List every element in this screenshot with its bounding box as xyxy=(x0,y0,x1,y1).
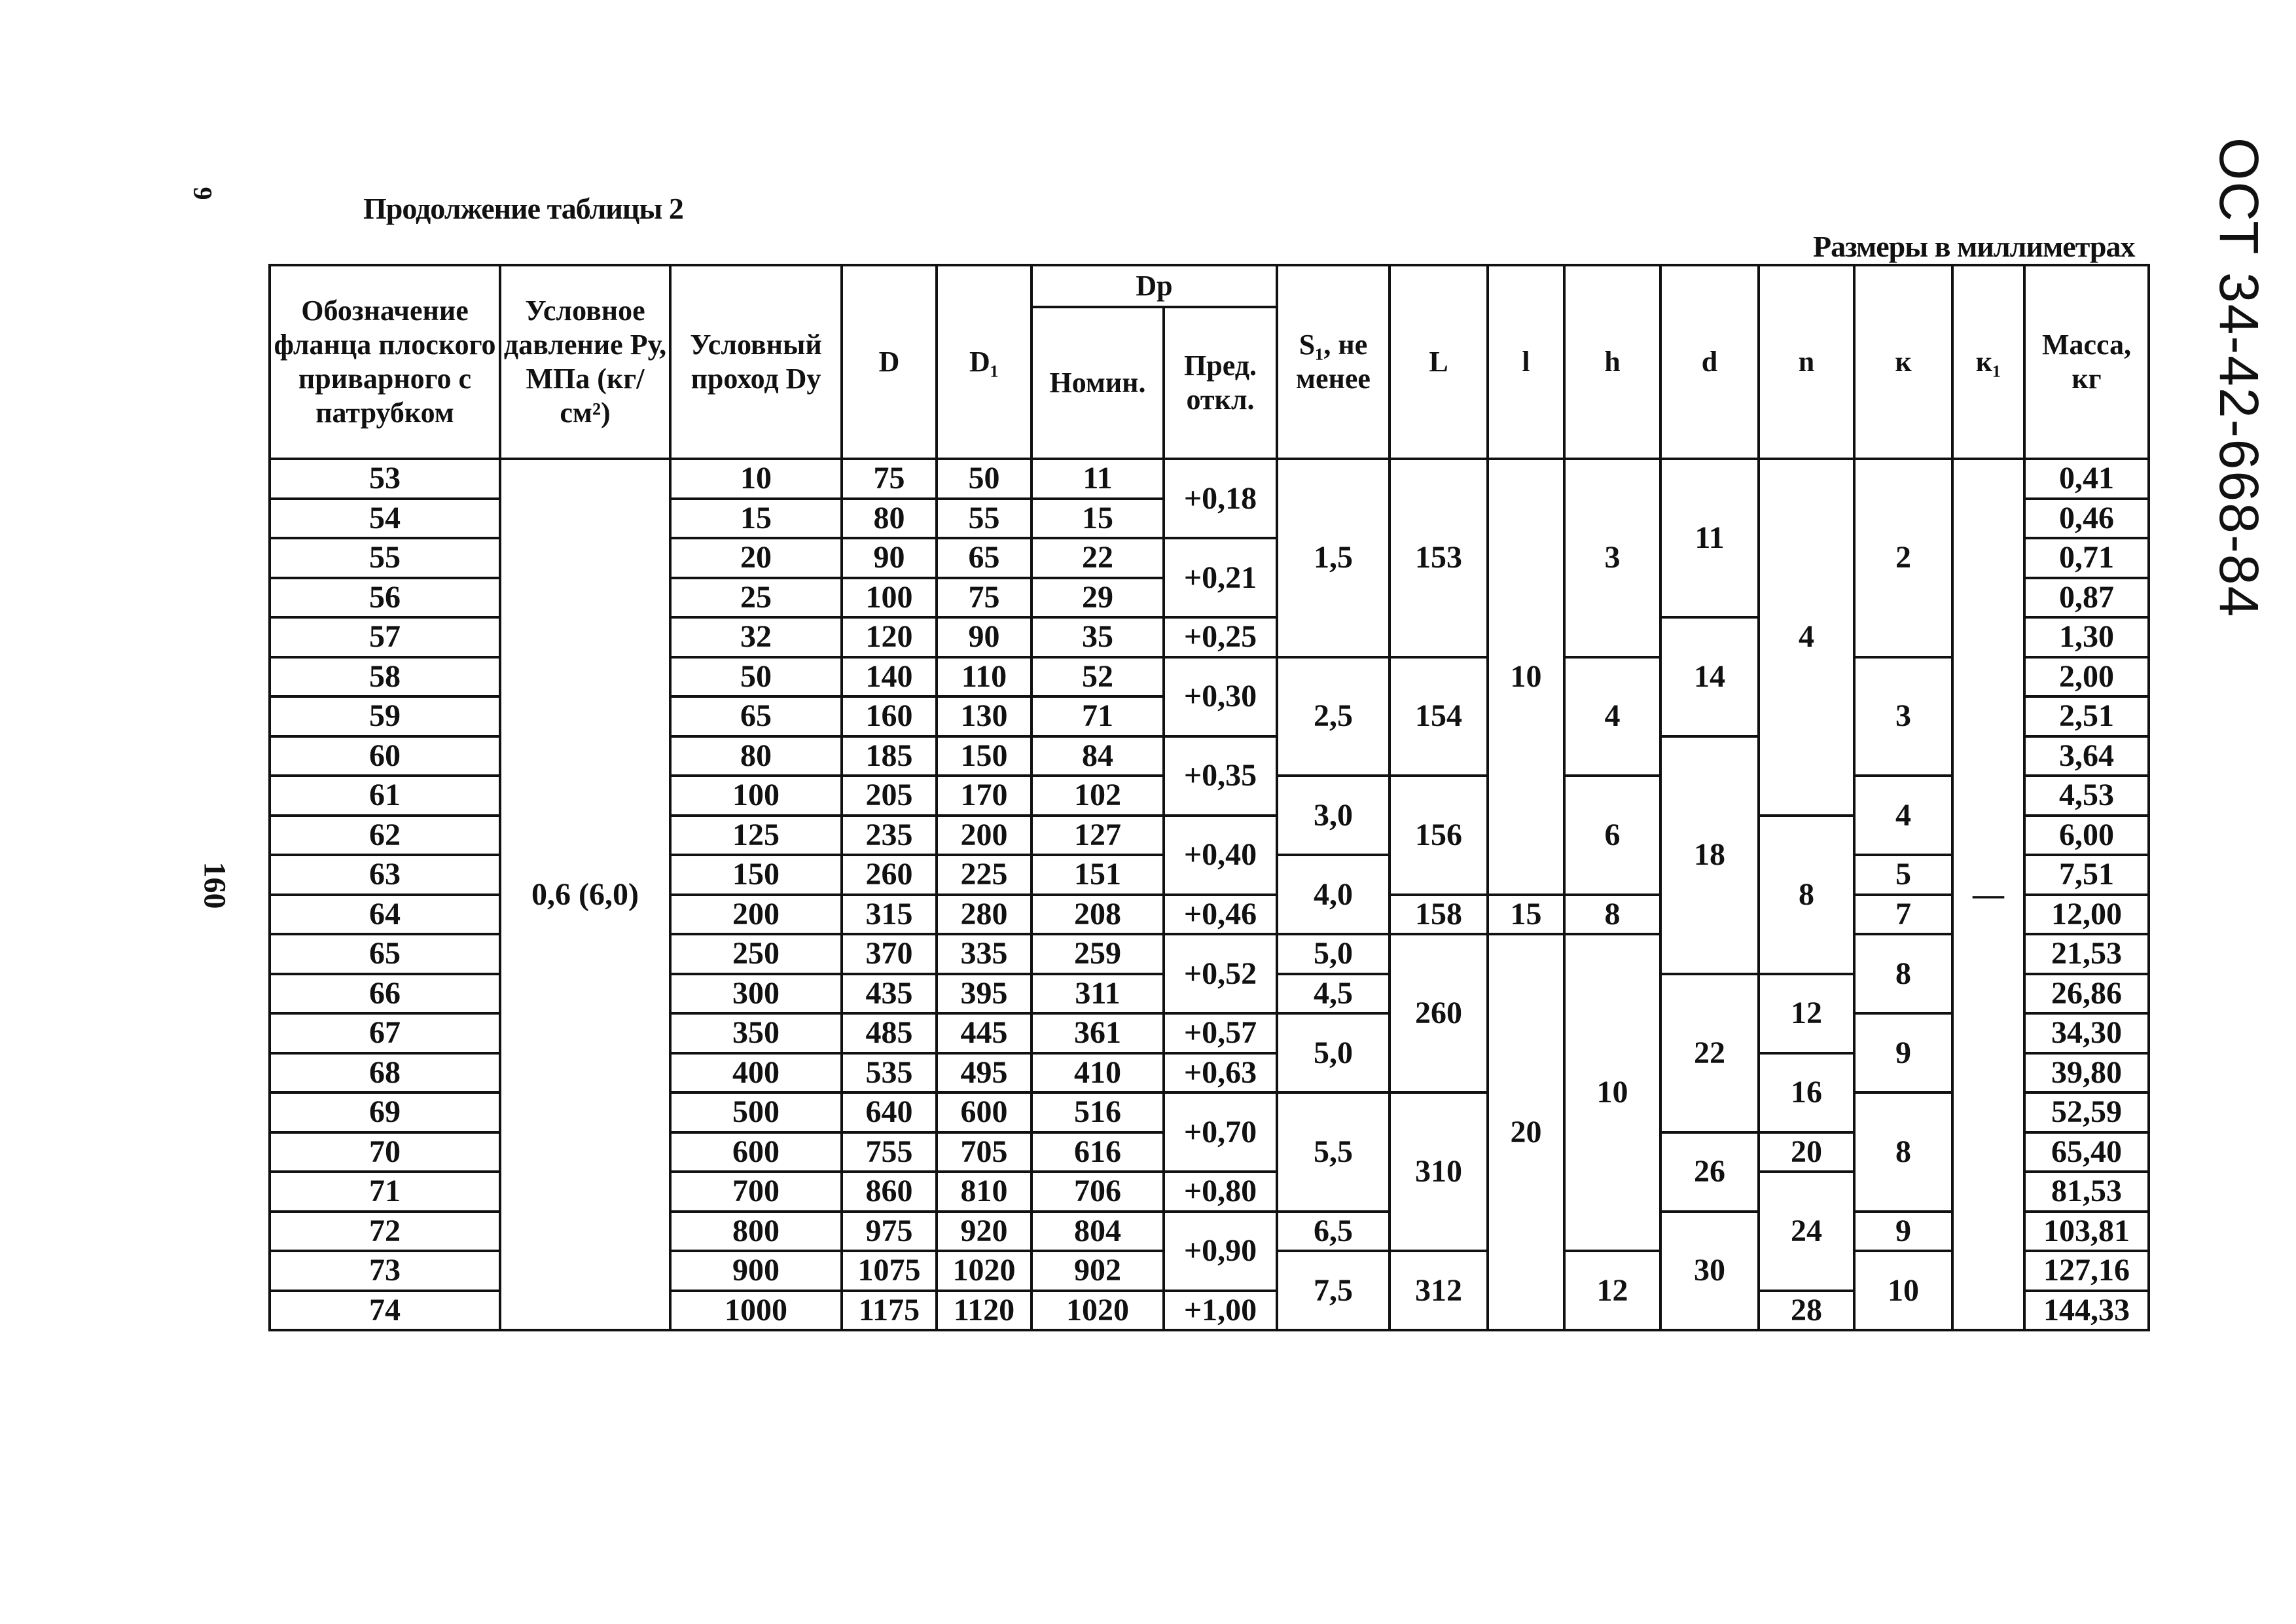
d1-cell: 75 xyxy=(937,578,1031,618)
dp-deviation-cell: +0,30 xyxy=(1164,657,1277,736)
mass-cell: 65,40 xyxy=(2024,1132,2149,1172)
col-Dp-deviation: Пред. откл. xyxy=(1164,307,1277,459)
length-L-cell: 153 xyxy=(1390,459,1488,657)
dp-nominal-cell: 11 xyxy=(1031,459,1164,499)
k-cell: 9 xyxy=(1854,1212,1952,1252)
hole-d-cell: 14 xyxy=(1660,617,1759,736)
standard-code: ОСТ 34-42-668-84 xyxy=(2208,137,2270,619)
k1-cell: — xyxy=(1952,459,2024,1330)
dp-nominal-cell: 311 xyxy=(1031,974,1164,1014)
col-L: L xyxy=(1390,265,1488,459)
k-cell: 8 xyxy=(1854,934,1952,1013)
passage-cell: 200 xyxy=(670,895,842,935)
d1-cell: 445 xyxy=(937,1013,1031,1053)
col-Dp: Dp xyxy=(1031,265,1277,307)
dp-deviation-cell: +0,52 xyxy=(1164,934,1277,1013)
length-L-cell: 260 xyxy=(1390,934,1488,1092)
d1-cell: 495 xyxy=(937,1053,1031,1093)
d-outer-cell: 315 xyxy=(842,895,937,935)
dp-nominal-cell: 208 xyxy=(1031,895,1164,935)
d-outer-cell: 975 xyxy=(842,1212,937,1252)
dp-nominal-cell: 259 xyxy=(1031,934,1164,974)
d-outer-cell: 755 xyxy=(842,1132,937,1172)
dp-nominal-cell: 361 xyxy=(1031,1013,1164,1053)
passage-cell: 500 xyxy=(670,1092,842,1132)
s1-cell: 7,5 xyxy=(1277,1251,1390,1330)
mass-cell: 103,81 xyxy=(2024,1212,2149,1252)
length-L-cell: 158 xyxy=(1390,895,1488,935)
passage-cell: 100 xyxy=(670,776,842,816)
passage-cell: 50 xyxy=(670,657,842,697)
passage-cell: 10 xyxy=(670,459,842,499)
dp-deviation-cell: +0,90 xyxy=(1164,1212,1277,1291)
n-cell: 12 xyxy=(1759,974,1854,1053)
hole-d-cell: 26 xyxy=(1660,1132,1759,1212)
k-cell: 10 xyxy=(1854,1251,1952,1330)
k-cell: 5 xyxy=(1854,855,1952,895)
n-cell: 24 xyxy=(1759,1172,1854,1291)
d1-cell: 335 xyxy=(937,934,1031,974)
passage-cell: 20 xyxy=(670,538,842,578)
mass-cell: 0,87 xyxy=(2024,578,2149,618)
d-outer-cell: 485 xyxy=(842,1013,937,1053)
dp-nominal-cell: 516 xyxy=(1031,1092,1164,1132)
n-cell: 28 xyxy=(1759,1291,1854,1331)
length-L-cell: 154 xyxy=(1390,657,1488,776)
col-S1: S₁, не менее xyxy=(1277,265,1390,459)
s1-cell: 1,5 xyxy=(1277,459,1390,657)
passage-cell: 250 xyxy=(670,934,842,974)
n-cell: 8 xyxy=(1759,816,1854,974)
mass-cell: 12,00 xyxy=(2024,895,2149,935)
dp-deviation-cell: +0,18 xyxy=(1164,459,1277,538)
mass-cell: 144,33 xyxy=(2024,1291,2149,1331)
passage-cell: 350 xyxy=(670,1013,842,1053)
k-cell: 4 xyxy=(1854,776,1952,855)
dp-deviation-cell: +0,25 xyxy=(1164,617,1277,657)
d1-cell: 280 xyxy=(937,895,1031,935)
mass-cell: 0,46 xyxy=(2024,499,2149,539)
d1-cell: 705 xyxy=(937,1132,1031,1172)
d-outer-cell: 1175 xyxy=(842,1291,937,1331)
d1-cell: 225 xyxy=(937,855,1031,895)
d1-cell: 150 xyxy=(937,736,1031,776)
d1-cell: 810 xyxy=(937,1172,1031,1212)
designation-cell: 55 xyxy=(270,538,500,578)
d-outer-cell: 640 xyxy=(842,1092,937,1132)
col-l: l xyxy=(1488,265,1564,459)
dp-nominal-cell: 804 xyxy=(1031,1212,1164,1252)
d1-cell: 600 xyxy=(937,1092,1031,1132)
d-outer-cell: 140 xyxy=(842,657,937,697)
passage-cell: 400 xyxy=(670,1053,842,1093)
dp-nominal-cell: 35 xyxy=(1031,617,1164,657)
col-k1: к₁ xyxy=(1952,265,2024,459)
d-outer-cell: 860 xyxy=(842,1172,937,1212)
dp-deviation-cell: +0,70 xyxy=(1164,1092,1277,1172)
mass-cell: 26,86 xyxy=(2024,974,2149,1014)
passage-cell: 32 xyxy=(670,617,842,657)
designation-cell: 72 xyxy=(270,1212,500,1252)
length-l-cell: 15 xyxy=(1488,895,1564,935)
length-L-cell: 156 xyxy=(1390,776,1488,895)
dp-deviation-cell: +0,46 xyxy=(1164,895,1277,935)
d-outer-cell: 235 xyxy=(842,816,937,856)
passage-cell: 800 xyxy=(670,1212,842,1252)
length-l-cell: 10 xyxy=(1488,459,1564,895)
mass-cell: 4,53 xyxy=(2024,776,2149,816)
designation-cell: 58 xyxy=(270,657,500,697)
passage-cell: 80 xyxy=(670,736,842,776)
mass-cell: 7,51 xyxy=(2024,855,2149,895)
col-n: n xyxy=(1759,265,1854,459)
mass-cell: 2,51 xyxy=(2024,696,2149,736)
d-outer-cell: 1075 xyxy=(842,1251,937,1291)
col-mass: Масса, кг xyxy=(2024,265,2149,459)
k-cell: 7 xyxy=(1854,895,1952,935)
mass-cell: 1,30 xyxy=(2024,617,2149,657)
mass-cell: 39,80 xyxy=(2024,1053,2149,1093)
designation-cell: 69 xyxy=(270,1092,500,1132)
mass-cell: 81,53 xyxy=(2024,1172,2149,1212)
pressure-cell: 0,6 (6,0) xyxy=(500,459,670,1330)
col-D1: D₁ xyxy=(937,265,1031,459)
k-cell: 9 xyxy=(1854,1013,1952,1092)
s1-cell: 3,0 xyxy=(1277,776,1390,855)
d1-cell: 395 xyxy=(937,974,1031,1014)
h-cell: 8 xyxy=(1564,895,1660,935)
d1-cell: 130 xyxy=(937,696,1031,736)
h-cell: 6 xyxy=(1564,776,1660,895)
passage-cell: 25 xyxy=(670,578,842,618)
designation-cell: 56 xyxy=(270,578,500,618)
k-cell: 2 xyxy=(1854,459,1952,657)
d-outer-cell: 160 xyxy=(842,696,937,736)
dp-deviation-cell: +0,35 xyxy=(1164,736,1277,816)
col-d: d xyxy=(1660,265,1759,459)
d-outer-cell: 535 xyxy=(842,1053,937,1093)
designation-cell: 53 xyxy=(270,459,500,499)
units-caption: Размеры в миллиметрах xyxy=(1813,230,2135,263)
hole-d-cell: 30 xyxy=(1660,1212,1759,1331)
d-outer-cell: 185 xyxy=(842,736,937,776)
table-continuation-caption: Продолжение таблицы 2 xyxy=(363,192,683,225)
designation-cell: 66 xyxy=(270,974,500,1014)
d-outer-cell: 80 xyxy=(842,499,937,539)
designation-cell: 73 xyxy=(270,1251,500,1291)
d-outer-cell: 260 xyxy=(842,855,937,895)
mass-cell: 0,41 xyxy=(2024,459,2149,499)
dp-nominal-cell: 15 xyxy=(1031,499,1164,539)
hole-d-cell: 18 xyxy=(1660,736,1759,974)
mass-cell: 127,16 xyxy=(2024,1251,2149,1291)
col-pressure: Условное давление Ру, МПа (кг/см²) xyxy=(500,265,670,459)
designation-cell: 71 xyxy=(270,1172,500,1212)
mass-cell: 6,00 xyxy=(2024,816,2149,856)
length-L-cell: 312 xyxy=(1390,1251,1488,1330)
mass-cell: 3,64 xyxy=(2024,736,2149,776)
dp-nominal-cell: 84 xyxy=(1031,736,1164,776)
designation-cell: 57 xyxy=(270,617,500,657)
passage-cell: 65 xyxy=(670,696,842,736)
col-Dp-nominal: Номин. xyxy=(1031,307,1164,459)
dp-deviation-cell: +0,57 xyxy=(1164,1013,1277,1053)
passage-cell: 900 xyxy=(670,1251,842,1291)
d1-cell: 200 xyxy=(937,816,1031,856)
passage-cell: 125 xyxy=(670,816,842,856)
d1-cell: 65 xyxy=(937,538,1031,578)
n-cell: 20 xyxy=(1759,1132,1854,1172)
h-cell: 3 xyxy=(1564,459,1660,657)
dp-nominal-cell: 1020 xyxy=(1031,1291,1164,1331)
length-l-cell: 20 xyxy=(1488,934,1564,1330)
dp-deviation-cell: +1,00 xyxy=(1164,1291,1277,1331)
dp-nominal-cell: 52 xyxy=(1031,657,1164,697)
d1-cell: 1120 xyxy=(937,1291,1031,1331)
dp-nominal-cell: 410 xyxy=(1031,1053,1164,1093)
passage-cell: 300 xyxy=(670,974,842,1014)
k-cell: 3 xyxy=(1854,657,1952,776)
mass-cell: 34,30 xyxy=(2024,1013,2149,1053)
d1-cell: 170 xyxy=(937,776,1031,816)
n-cell: 4 xyxy=(1759,459,1854,816)
s1-cell: 5,0 xyxy=(1277,934,1390,974)
h-cell: 10 xyxy=(1564,934,1660,1251)
d-outer-cell: 120 xyxy=(842,617,937,657)
passage-cell: 15 xyxy=(670,499,842,539)
d-outer-cell: 370 xyxy=(842,934,937,974)
s1-cell: 5,0 xyxy=(1277,1013,1390,1092)
dp-nominal-cell: 706 xyxy=(1031,1172,1164,1212)
hole-d-cell: 22 xyxy=(1660,974,1759,1132)
designation-cell: 64 xyxy=(270,895,500,935)
dp-deviation-cell: +0,21 xyxy=(1164,538,1277,617)
mass-cell: 21,53 xyxy=(2024,934,2149,974)
d-outer-cell: 100 xyxy=(842,578,937,618)
col-D: D xyxy=(842,265,937,459)
col-h: h xyxy=(1564,265,1660,459)
dp-nominal-cell: 151 xyxy=(1031,855,1164,895)
passage-cell: 1000 xyxy=(670,1291,842,1331)
h-cell: 12 xyxy=(1564,1251,1660,1330)
s1-cell: 6,5 xyxy=(1277,1212,1390,1252)
d1-cell: 55 xyxy=(937,499,1031,539)
d1-cell: 110 xyxy=(937,657,1031,697)
d1-cell: 50 xyxy=(937,459,1031,499)
designation-cell: 70 xyxy=(270,1132,500,1172)
col-k: к xyxy=(1854,265,1952,459)
s1-cell: 4,5 xyxy=(1277,974,1390,1014)
dp-nominal-cell: 29 xyxy=(1031,578,1164,618)
flange-spec-table xyxy=(268,264,2150,1331)
mass-cell: 2,00 xyxy=(2024,657,2149,697)
col-designation: Обозначение фланца плоского приварного с патрубком xyxy=(270,265,500,459)
dp-nominal-cell: 616 xyxy=(1031,1132,1164,1172)
dp-nominal-cell: 71 xyxy=(1031,696,1164,736)
passage-cell: 600 xyxy=(670,1132,842,1172)
mass-cell: 52,59 xyxy=(2024,1092,2149,1132)
table-row xyxy=(270,459,2149,499)
s1-cell: 4,0 xyxy=(1277,855,1390,934)
passage-cell: 150 xyxy=(670,855,842,895)
designation-cell: 68 xyxy=(270,1053,500,1093)
passage-cell: 700 xyxy=(670,1172,842,1212)
hole-d-cell: 11 xyxy=(1660,459,1759,617)
col-passage: Условный проход Dy xyxy=(670,265,842,459)
dp-nominal-cell: 902 xyxy=(1031,1251,1164,1291)
mass-cell: 0,71 xyxy=(2024,538,2149,578)
d-outer-cell: 75 xyxy=(842,459,937,499)
designation-cell: 65 xyxy=(270,934,500,974)
table-body xyxy=(270,459,2149,1330)
d-outer-cell: 205 xyxy=(842,776,937,816)
h-cell: 4 xyxy=(1564,657,1660,776)
k-cell: 8 xyxy=(1854,1092,1952,1212)
d1-cell: 1020 xyxy=(937,1251,1031,1291)
d-outer-cell: 90 xyxy=(842,538,937,578)
dp-nominal-cell: 127 xyxy=(1031,816,1164,856)
designation-cell: 59 xyxy=(270,696,500,736)
s1-cell: 2,5 xyxy=(1277,657,1390,776)
dp-deviation-cell: +0,63 xyxy=(1164,1053,1277,1093)
n-cell: 16 xyxy=(1759,1053,1854,1132)
dp-deviation-cell: +0,80 xyxy=(1164,1172,1277,1212)
designation-cell: 63 xyxy=(270,855,500,895)
designation-cell: 74 xyxy=(270,1291,500,1331)
designation-cell: 60 xyxy=(270,736,500,776)
d1-cell: 90 xyxy=(937,617,1031,657)
page-number-top: 9 xyxy=(188,187,218,200)
dp-nominal-cell: 22 xyxy=(1031,538,1164,578)
length-L-cell: 310 xyxy=(1390,1092,1488,1251)
dp-nominal-cell: 102 xyxy=(1031,776,1164,816)
s1-cell: 5,5 xyxy=(1277,1092,1390,1212)
designation-cell: 54 xyxy=(270,499,500,539)
designation-cell: 61 xyxy=(270,776,500,816)
d-outer-cell: 435 xyxy=(842,974,937,1014)
d1-cell: 920 xyxy=(937,1212,1031,1252)
dp-deviation-cell: +0,40 xyxy=(1164,816,1277,895)
designation-cell: 67 xyxy=(270,1013,500,1053)
page-number-side: 160 xyxy=(197,861,232,909)
designation-cell: 62 xyxy=(270,816,500,856)
